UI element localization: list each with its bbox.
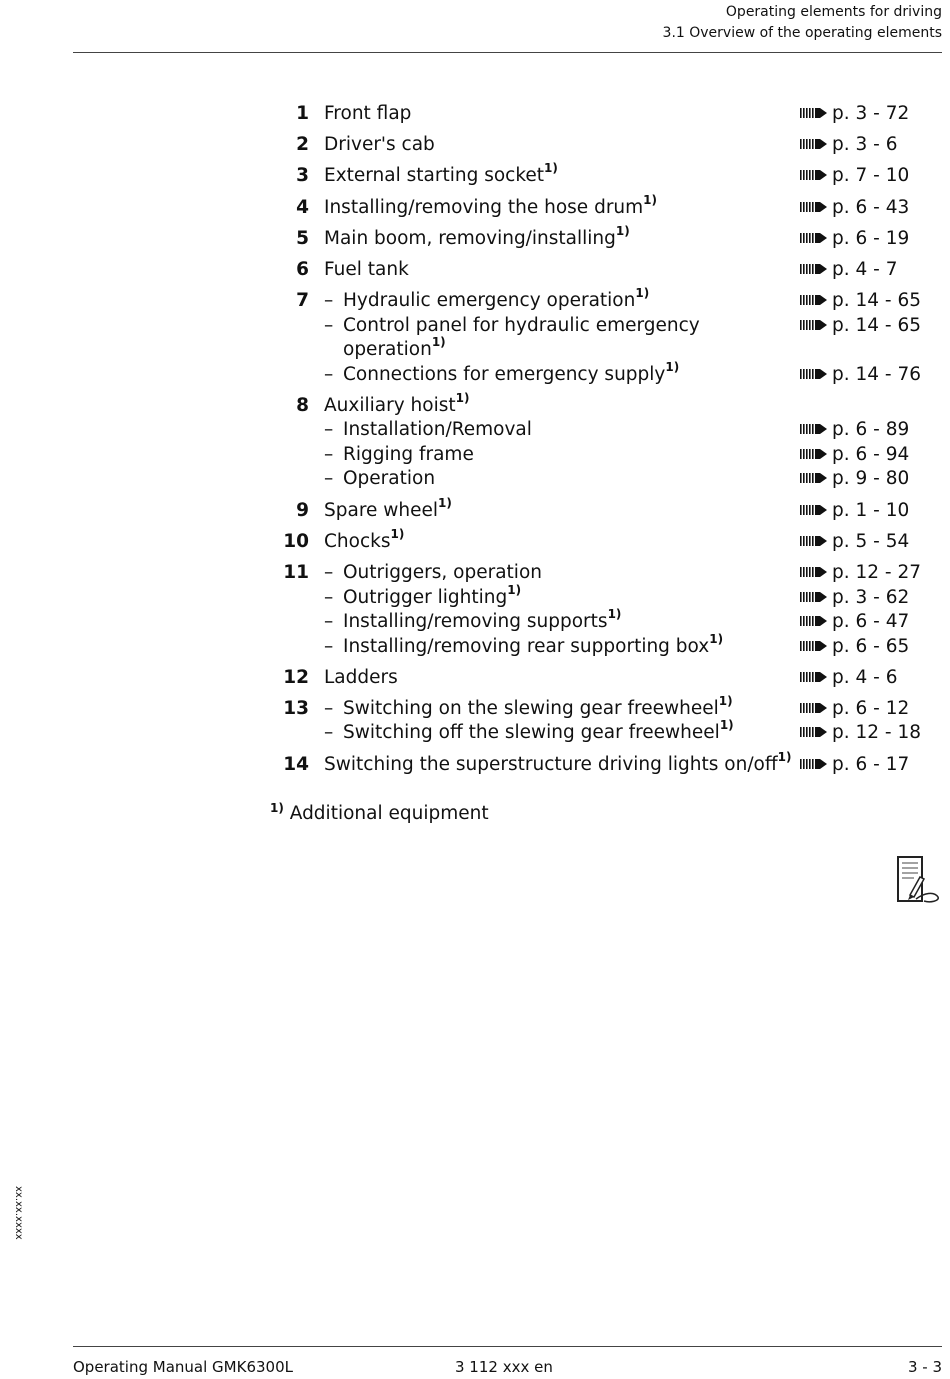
- item-label: Spare wheel: [324, 499, 439, 521]
- item-label: Installing/removing the hose drum: [324, 196, 644, 218]
- item-label: Installing/removing supports: [343, 611, 608, 632]
- item-text: [324, 133, 435, 158]
- page-reference-text: p. 6 - 65: [832, 635, 910, 657]
- footnote-marker: 1): [718, 693, 733, 708]
- item-number: 8: [296, 394, 309, 416]
- footnote-marker: 1): [665, 359, 680, 374]
- header-chapter: Operating elements for driving: [725, 4, 942, 20]
- list-item: [260, 258, 940, 283]
- item-text: [343, 443, 474, 468]
- reference-arrow-icon: [800, 106, 828, 120]
- page-reference: [800, 102, 909, 127]
- page-reference-text: p. 4 - 7: [832, 259, 898, 280]
- list-item: [260, 223, 940, 252]
- reference-arrow-icon: [800, 614, 828, 628]
- page-reference-text: p. 4 - 6: [832, 666, 898, 688]
- reference-arrow-icon: [800, 701, 828, 715]
- item-text: [343, 418, 532, 443]
- item-label: Switching the superstructure driving lights on/off: [324, 753, 778, 775]
- item-number: 1: [296, 103, 309, 124]
- reference-arrow-icon: [800, 367, 828, 381]
- item-number: 12: [283, 666, 309, 688]
- item-label: Control panel for hydraulic emergency: [343, 314, 700, 336]
- page-reference: [800, 697, 909, 722]
- page-reference-text: p. 12 - 27: [832, 562, 922, 583]
- item-label: Connections for emergency supply: [343, 363, 666, 385]
- item-text: [343, 631, 724, 660]
- page-reference: [800, 561, 921, 586]
- item-number: 11: [283, 562, 309, 583]
- list-item: [260, 192, 940, 221]
- item-text: [324, 258, 409, 283]
- dash-marker: –: [324, 586, 334, 608]
- item-label: Chocks: [324, 530, 391, 552]
- page-reference: [800, 530, 909, 555]
- page-reference: [800, 635, 909, 660]
- header-section: 3.1 Overview of the operating elements: [662, 25, 942, 41]
- dash-marker: –: [324, 314, 334, 336]
- page-reference-text: p. 3 - 72: [832, 103, 910, 124]
- item-label: Outriggers, operation: [343, 562, 542, 583]
- footnote-marker: 1): [544, 161, 558, 176]
- list-sub-item: [260, 693, 940, 722]
- item-label: Installation/Removal: [343, 419, 532, 441]
- reference-arrow-icon: [800, 200, 828, 214]
- item-text: [343, 467, 435, 492]
- item-text: [343, 607, 622, 635]
- reference-arrow-icon: [800, 293, 828, 307]
- item-number: 10: [283, 530, 309, 552]
- page-reference: [800, 258, 897, 283]
- item-text: [343, 286, 650, 314]
- page-reference-text: p. 7 - 10: [832, 165, 910, 187]
- footnote-text: Additional equipment: [289, 803, 489, 824]
- footnote-marker: 1): [455, 390, 470, 405]
- item-text: [343, 359, 680, 388]
- list-sub-item: [260, 607, 940, 635]
- page-reference: [800, 196, 909, 221]
- list-item: [260, 495, 940, 524]
- reference-arrow-icon: [800, 231, 828, 245]
- item-label: Operation: [343, 468, 436, 490]
- item-number: 3: [296, 165, 309, 187]
- footnote-marker: 1): [709, 631, 724, 646]
- page-reference-text: p. 6 - 12: [832, 697, 910, 719]
- dash-marker: –: [324, 290, 334, 312]
- item-text: [324, 223, 630, 252]
- dash-marker: –: [324, 363, 334, 385]
- page-reference-text: p. 1 - 10: [832, 499, 910, 521]
- reference-arrow-icon: [800, 639, 828, 653]
- page-reference: [800, 418, 909, 443]
- footer-manual-title: Operating Manual GMK6300L: [73, 1358, 293, 1376]
- reference-arrow-icon: [800, 534, 828, 548]
- footnote-marker: 1): [635, 286, 650, 301]
- item-text: [343, 582, 522, 611]
- page-reference-text: p. 6 - 43: [832, 196, 910, 218]
- page-reference: [800, 586, 909, 611]
- item-number: 13: [283, 697, 309, 719]
- page-reference: [800, 314, 921, 339]
- reference-arrow-icon: [800, 318, 828, 332]
- list-sub-item: [260, 582, 940, 611]
- list-item: [260, 133, 940, 158]
- item-label: Installing/removing rear supporting box: [343, 635, 710, 657]
- footnote-marker: 1): [438, 495, 452, 510]
- page-reference-text: p. 6 - 47: [832, 611, 910, 632]
- reference-arrow-icon: [800, 725, 828, 739]
- dash-marker: –: [324, 419, 334, 441]
- page-reference: [800, 133, 897, 158]
- list-item: [260, 526, 940, 555]
- page-reference: [800, 666, 897, 691]
- page-reference-text: p. 14 - 65: [832, 314, 922, 336]
- list-item: [260, 666, 940, 691]
- item-text: [324, 749, 792, 778]
- dash-marker: –: [324, 611, 334, 632]
- reference-arrow-icon: [800, 471, 828, 485]
- footnote-marker: 1): [615, 223, 630, 238]
- footnote-marker: 1): [507, 582, 522, 597]
- footnote: [270, 803, 489, 824]
- page-reference: [800, 164, 909, 189]
- footnote-marker: 1): [270, 801, 284, 815]
- dash-marker: –: [324, 722, 334, 744]
- page-reference-text: p. 12 - 18: [832, 722, 922, 744]
- item-label: Driver's cab: [324, 134, 435, 156]
- item-text: [343, 693, 733, 722]
- reference-arrow-icon: [800, 670, 828, 684]
- page-reference-text: p. 6 - 89: [832, 419, 910, 441]
- footnote-marker: 1): [643, 192, 658, 207]
- reference-arrow-icon: [800, 137, 828, 151]
- item-text: [343, 561, 542, 586]
- list-sub-item: [260, 467, 940, 492]
- list-sub-item: [260, 359, 940, 388]
- page-reference: [800, 499, 909, 524]
- page-reference-text: p. 14 - 76: [832, 363, 922, 385]
- page-reference: [800, 610, 909, 635]
- item-label: Auxiliary hoist: [324, 394, 456, 416]
- list-sub-item-continuation: [260, 335, 940, 363]
- page-header: [663, 2, 942, 44]
- reference-arrow-icon: [800, 757, 828, 771]
- list-sub-item: [260, 314, 940, 339]
- dash-marker: –: [324, 443, 334, 465]
- dash-marker: –: [324, 697, 334, 719]
- document-note-icon: [894, 855, 942, 907]
- item-number: 6: [296, 259, 309, 280]
- reference-arrow-icon: [800, 590, 828, 604]
- page-reference: [800, 227, 909, 252]
- list-sub-item: [260, 443, 940, 468]
- page-reference-text: p. 6 - 19: [832, 227, 910, 249]
- list-sub-item: [260, 718, 940, 746]
- footnote-marker: 1): [431, 335, 446, 350]
- item-label: Outrigger lighting: [343, 586, 508, 608]
- page-reference: [800, 721, 921, 746]
- list-sub-item: [260, 561, 940, 586]
- footnote-marker: 1): [607, 607, 622, 621]
- list-sub-item: [260, 286, 940, 314]
- page-reference-text: p. 5 - 54: [832, 530, 910, 552]
- item-label: Fuel tank: [324, 259, 409, 280]
- item-number: 14: [283, 753, 309, 775]
- footnote-marker: 1): [390, 526, 405, 541]
- dash-marker: –: [324, 635, 334, 657]
- reference-arrow-icon: [800, 565, 828, 579]
- footnote-marker: 1): [777, 749, 792, 764]
- reference-arrow-icon: [800, 168, 828, 182]
- page-reference: [800, 363, 921, 388]
- item-label: Ladders: [324, 666, 398, 688]
- page-reference-text: p. 3 - 62: [832, 586, 910, 608]
- item-text: [343, 718, 734, 746]
- item-label-continuation: [343, 335, 446, 363]
- header-divider: [73, 52, 942, 53]
- page-reference-text: p. 3 - 6: [832, 134, 898, 156]
- dash-marker: –: [324, 468, 334, 490]
- side-document-code: xx.xx.xxxx: [13, 1186, 24, 1240]
- item-number: 2: [296, 134, 309, 156]
- list-item: [260, 749, 940, 778]
- item-label: Front flap: [324, 103, 412, 124]
- item-label: Hydraulic emergency operation: [343, 290, 636, 312]
- page-reference: [800, 467, 909, 492]
- item-text: [324, 495, 452, 524]
- page-reference: [800, 289, 921, 314]
- item-text: [324, 666, 398, 691]
- item-label: Rigging frame: [343, 443, 474, 465]
- item-text: [324, 102, 411, 127]
- page-reference-text: p. 14 - 65: [832, 290, 922, 312]
- page-reference-text: p. 6 - 94: [832, 443, 910, 465]
- reference-arrow-icon: [800, 262, 828, 276]
- item-label: Switching off the slewing gear freewheel: [343, 722, 720, 744]
- footer-divider: [73, 1346, 942, 1347]
- reference-arrow-icon: [800, 503, 828, 517]
- page-reference: [800, 443, 909, 468]
- item-label: Switching on the slewing gear freewheel: [343, 697, 719, 719]
- item-text: [324, 390, 470, 419]
- page-reference-text: p. 9 - 80: [832, 468, 910, 490]
- page-reference: [800, 753, 909, 778]
- item-label: External starting socket: [324, 165, 545, 187]
- item-label: operation: [343, 339, 432, 361]
- list-item: [260, 390, 940, 419]
- reference-arrow-icon: [800, 447, 828, 461]
- item-text: [324, 526, 405, 555]
- item-label: Main boom, removing/installing: [324, 227, 616, 249]
- footnote-marker: 1): [719, 718, 734, 733]
- list-item: [260, 102, 940, 127]
- list-item: [260, 161, 940, 189]
- dash-marker: –: [324, 562, 334, 583]
- item-number: 4: [296, 196, 309, 218]
- list-sub-item: [260, 418, 940, 443]
- list-sub-item: [260, 631, 940, 660]
- reference-arrow-icon: [800, 422, 828, 436]
- page-reference-text: p. 6 - 17: [832, 753, 910, 775]
- footer-doc-number: 3 112 xxx en: [455, 1358, 553, 1376]
- item-number: 9: [296, 499, 309, 521]
- footer-page-number: 3 - 3: [907, 1358, 942, 1376]
- item-number: 7: [296, 290, 309, 312]
- item-text: [324, 161, 558, 189]
- item-number: 5: [296, 227, 309, 249]
- item-text: [324, 192, 658, 221]
